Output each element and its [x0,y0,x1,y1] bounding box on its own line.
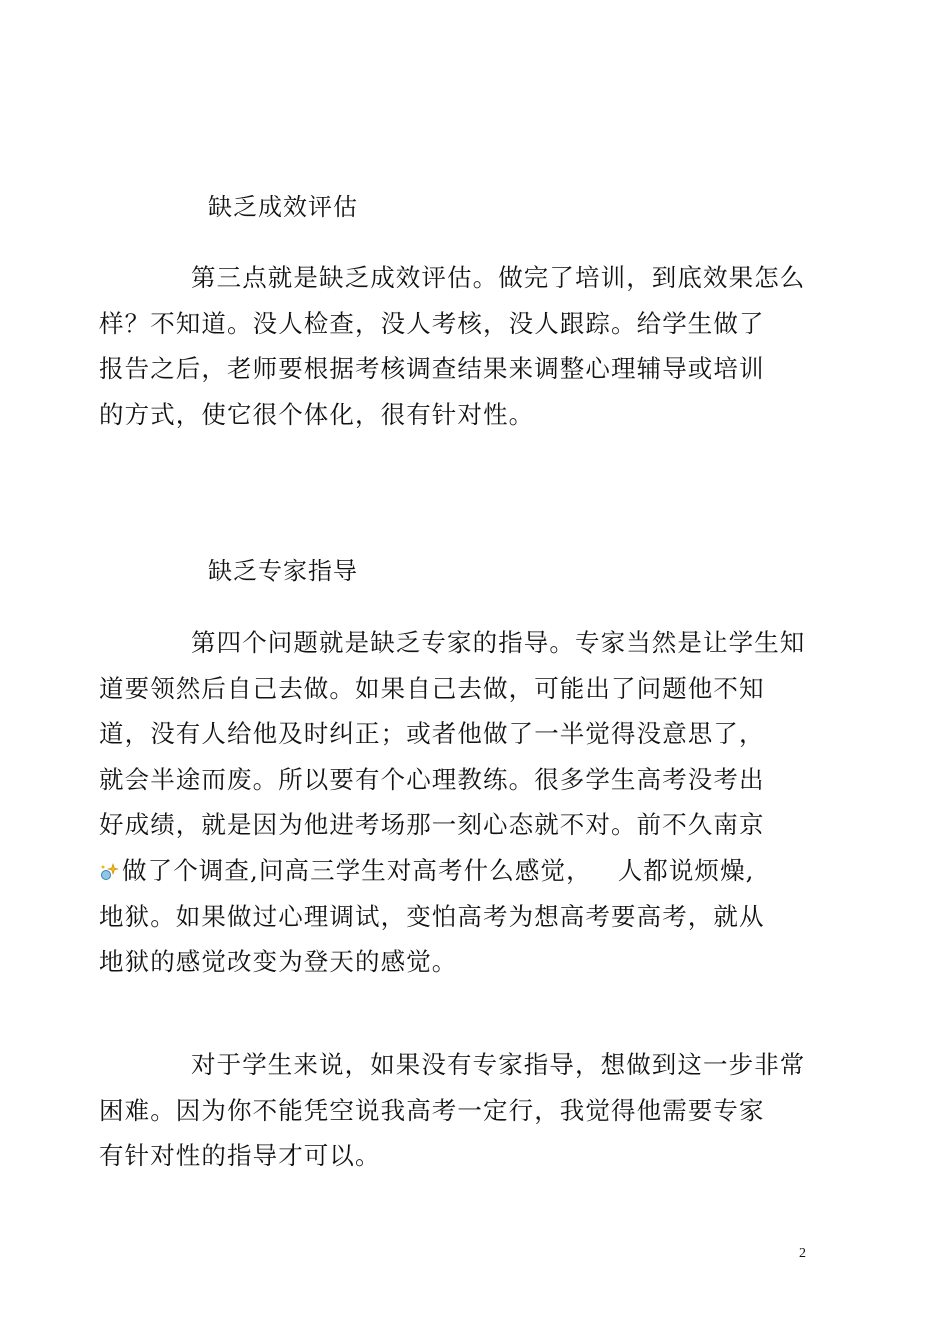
text-line: 的方式，使它很个体化，很有针对性。 [99,399,535,429]
paragraph-expert-guidance [99,620,810,985]
text-line: 地狱。如果做过心理调试，变怕高考为想高考要高考，就从 [99,901,765,931]
sparkle-icon [99,862,119,882]
text-line: 地狱的感觉改变为登天的感觉。 [99,947,458,977]
text-line [122,848,810,894]
text-segment: 做了个调查,问高三学生对高考什么感觉， [122,855,592,885]
text-line: 样？不知道。没人检查，没人考核，没人跟踪。给学生做了 [99,308,765,338]
text-line: 道要领然后自己去做。如果自己去做，可能出了问题他不知 [99,673,765,703]
text-line: 第四个问题就是缺乏专家的指导。专家当然是让学生知 [191,628,806,657]
text-line: 好成绩，就是因为他进考场那一刻心态就不对。前不久南京 [99,810,765,840]
paragraph-student-guidance [99,1042,810,1179]
section-heading-evaluation: 缺乏成效评估 [208,193,358,221]
text-line: 对于学生来说，如果没有专家指导，想做到这一步非常 [191,1050,806,1079]
text-line: 困难。因为你不能凭空说我高考一定行，我觉得他需要专家 [99,1095,765,1125]
text-line: 道，没有人给他及时纠正；或者他做了一半觉得没意思了， [99,719,765,749]
section-heading-expert-guidance: 缺乏专家指导 [208,557,358,585]
text-line: 报告之后，老师要根据考核调查结果来调整心理辅导或培训 [99,354,765,384]
text-line: 就会半途而废。所以要有个心理教练。很多学生高考没考出 [99,764,765,794]
text-line: 有针对性的指导才可以。 [99,1141,381,1171]
text-line: 第三点就是缺乏成效评估。做完了培训，到底效果怎么 [191,263,806,292]
paragraph-evaluation [99,255,810,437]
text-segment: 人都说烦燥, [617,855,755,885]
page-number: 2 [799,1246,806,1261]
